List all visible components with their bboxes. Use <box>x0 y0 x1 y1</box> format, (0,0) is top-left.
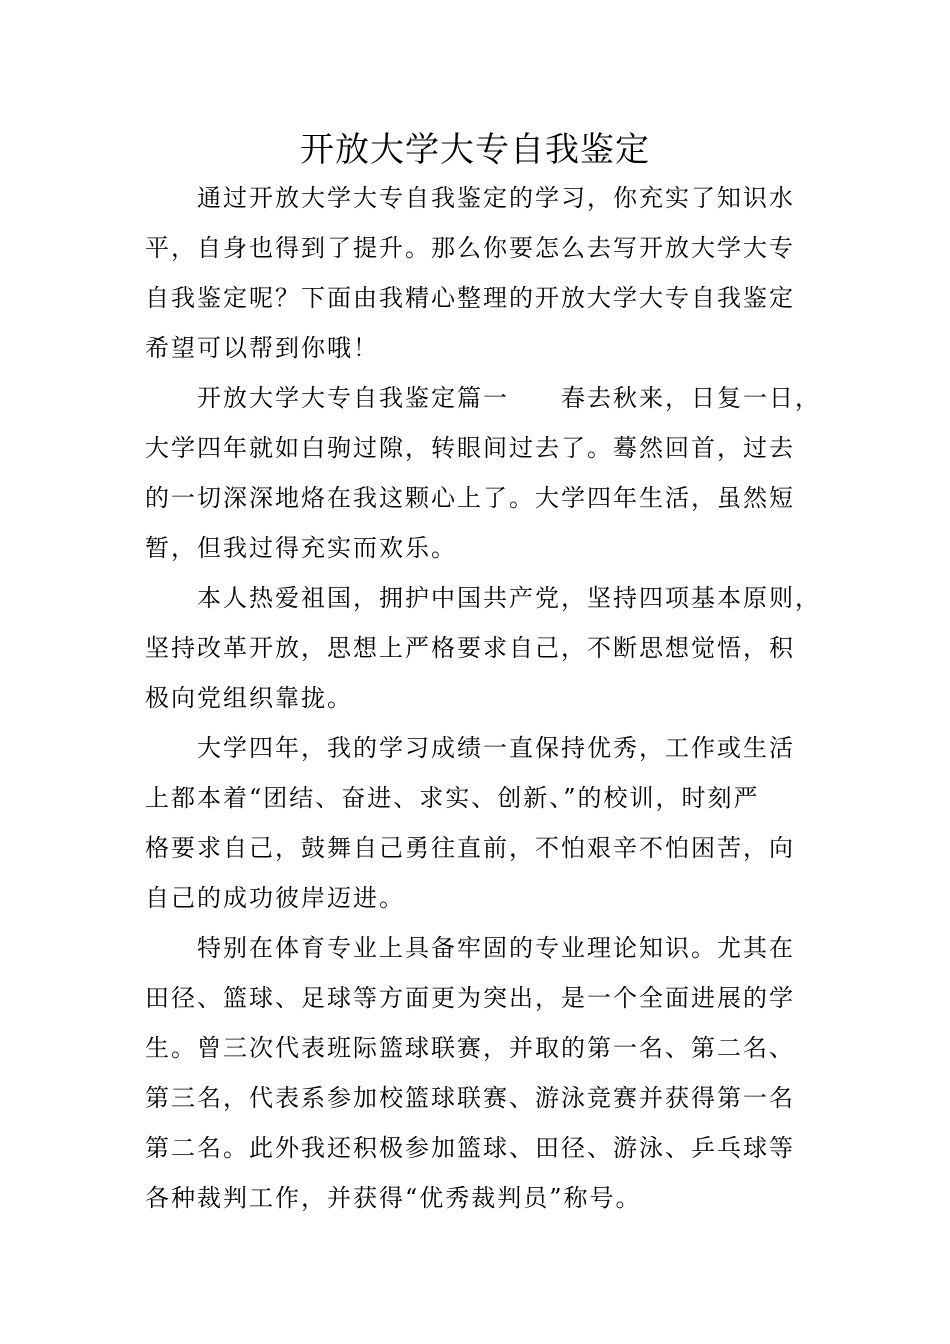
paragraph-2-line-2: 大学四年就如白驹过隙，转眼间过去了。蓦然回首，过去 <box>145 434 795 462</box>
paragraph-1-line-3: 自我鉴定呢？下面由我精心整理的开放大学大专自我鉴定 <box>145 284 795 312</box>
paragraph-4-line-3: 格要求自己，鼓舞自己勇往直前，不怕艰辛不怕困苦，向 <box>145 834 795 862</box>
paragraph-5-line-5: 第二名。此外我还积极参加篮球、田径、游泳、乒乓球等 <box>145 1134 795 1162</box>
paragraph-4-line-4: 自己的成功彼岸迈进。 <box>145 884 405 912</box>
paragraph-3-line-1: 本人热爱祖国，拥护中国共产党，坚持四项基本原则， <box>145 584 821 612</box>
paragraph-4-line-2: 上都本着“团结、奋进、求实、创新、”的校训，时刻严 <box>145 784 760 812</box>
paragraph-2-line-4: 暂，但我过得充实而欢乐。 <box>145 534 457 562</box>
paragraph-2-line-3: 的一切深深地烙在我这颗心上了。大学四年生活，虽然短 <box>145 484 795 512</box>
paragraph-2-line-1: 开放大学大专自我鉴定篇一 春去秋来，日复一日， <box>145 384 821 412</box>
paragraph-1-line-4: 希望可以帮到你哦！ <box>145 334 379 362</box>
paragraph-3-line-3: 极向党组织靠拢。 <box>145 684 353 712</box>
paragraph-5-line-4: 第三名，代表系参加校篮球联赛、游泳竞赛并获得第一名 <box>145 1084 795 1112</box>
document-title: 开放大学大专自我鉴定 <box>300 130 650 170</box>
paragraph-1-line-2: 平，自身也得到了提升。那么你要怎么去写开放大学大专 <box>145 234 795 262</box>
paragraph-5-line-3: 生。曾三次代表班际篮球联赛，并取的第一名、第二名、 <box>145 1034 795 1062</box>
paragraph-5-line-2: 田径、篮球、足球等方面更为突出，是一个全面进展的学 <box>145 984 795 1012</box>
paragraph-4-line-1: 大学四年，我的学习成绩一直保持优秀，工作或生活 <box>145 734 795 762</box>
paragraph-5-line-1: 特别在体育专业上具备牢固的专业理论知识。尤其在 <box>145 934 795 962</box>
paragraph-5-line-6: 各种裁判工作，并获得“优秀裁判员”称号。 <box>145 1184 642 1212</box>
paragraph-3-line-2: 坚持改革开放，思想上严格要求自己，不断思想觉悟，积 <box>145 634 795 662</box>
paragraph-1-line-1: 通过开放大学大专自我鉴定的学习，你充实了知识水 <box>145 184 795 212</box>
